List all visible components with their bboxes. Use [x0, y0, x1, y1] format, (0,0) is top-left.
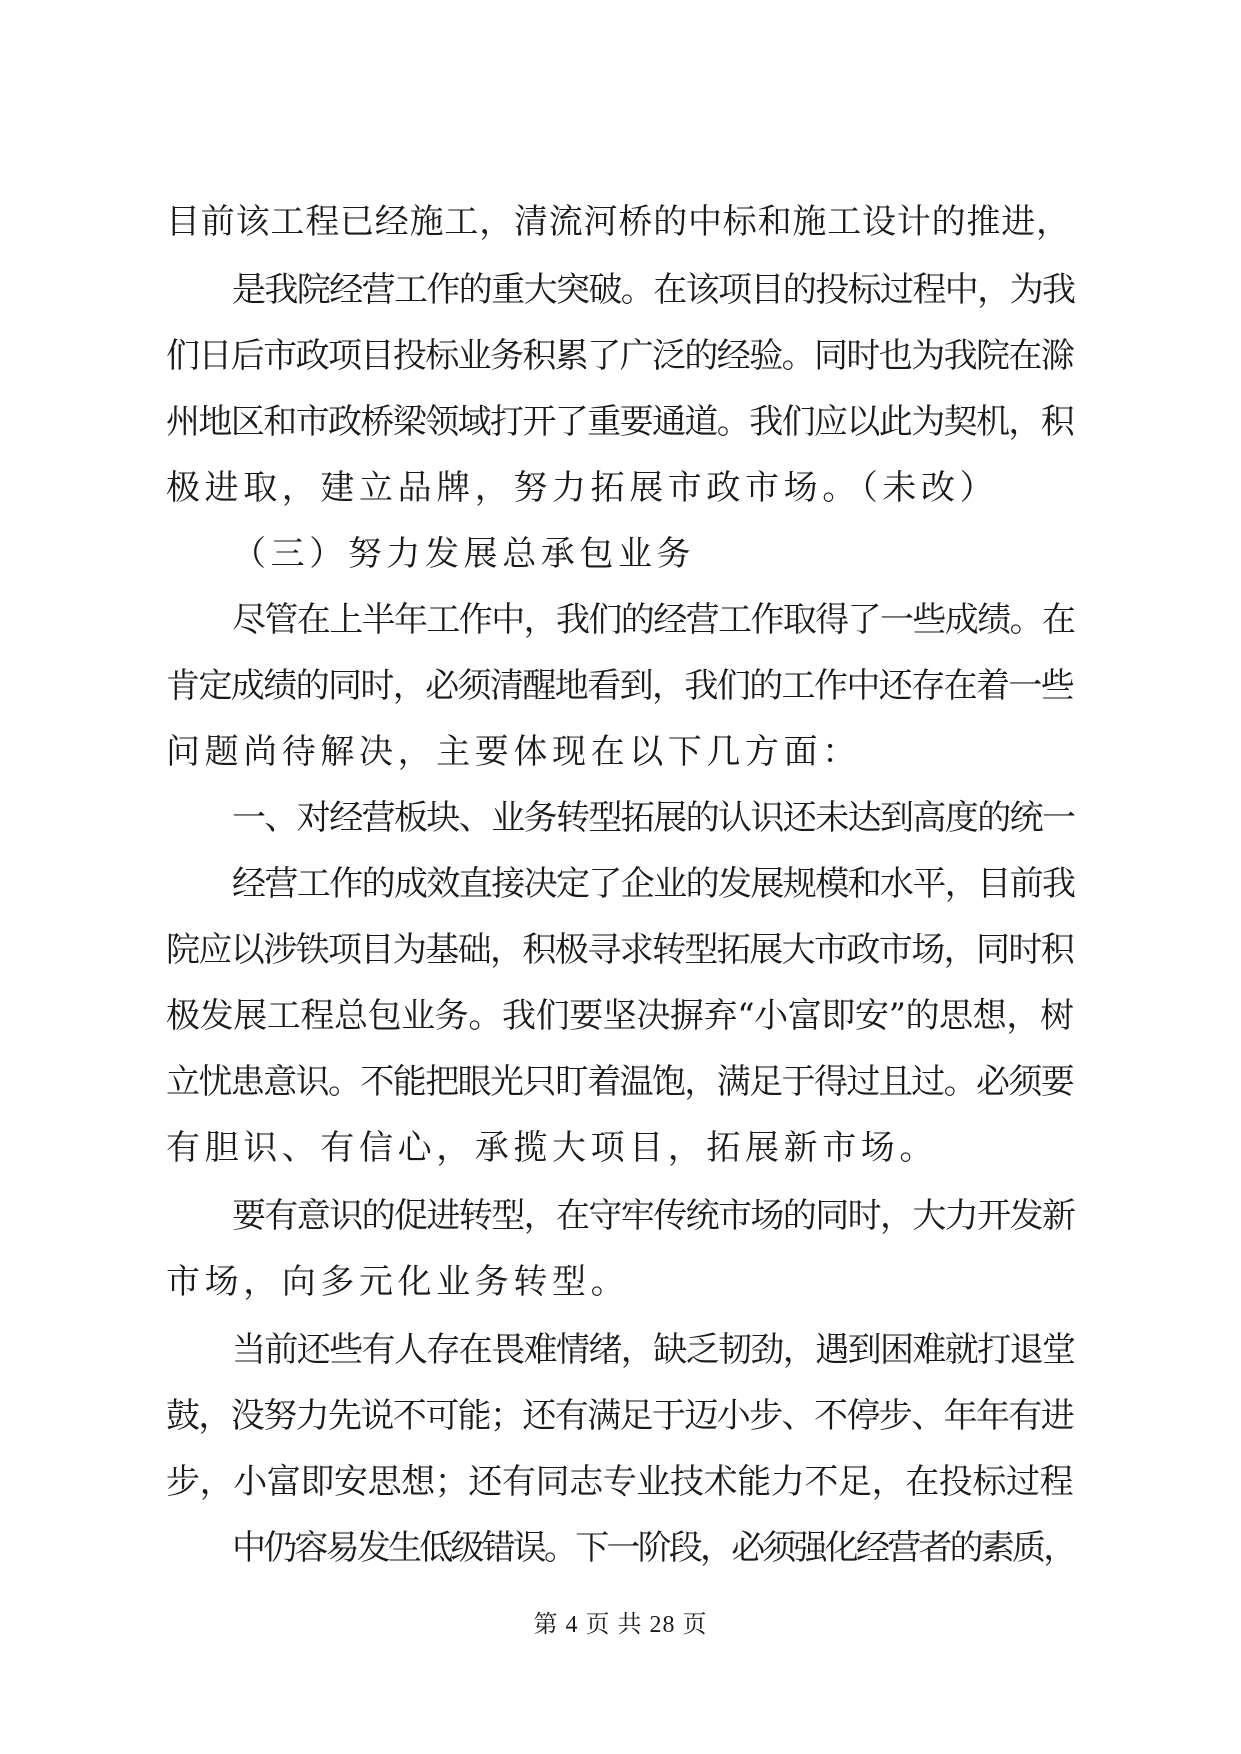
text-line: 目前该工程已经施工，清流河桥的中标和施工设计的推进，: [166, 202, 1071, 242]
text-line: 经营工作的成效直接决定了企业的发展规模和水平，目前我: [232, 864, 1075, 904]
text-line: 要有意识的促进转型，在守牢传统市场的同时，大力开发新: [232, 1196, 1075, 1236]
subsection-heading: 一、对经营板块、业务转型拓展的认识还未达到高度的统一: [232, 798, 1075, 838]
text-line: 是我院经营工作的重大突破。在该项目的投标过程中，为我: [232, 270, 1075, 310]
text-line: 尽管在上半年工作中，我们的经营工作取得了一些成绩。在: [232, 600, 1075, 640]
text-line: 步，小富即安思想；还有同志专业技术能力不足，在投标过程: [166, 1462, 1074, 1502]
text-line: 院应以涉铁项目为基础，积极寻求转型拓展大市政市场，同时积: [166, 930, 1074, 970]
text-line: 们日后市政项目投标业务积累了广泛的经验。同时也为我院在滁: [166, 336, 1074, 376]
section-heading: （三）努力发展总承包业务: [232, 534, 696, 574]
text-line: 极进取，建立品牌，努力拓展市政市场。（未改）: [166, 468, 999, 508]
text-line: 立忧患意识。不能把眼光只盯着温饱，满足于得过且过。必须要: [166, 1062, 1074, 1102]
text-line: 中仍容易发生低级错误。下一阶段，必须强化经营者的素质，: [232, 1528, 1075, 1568]
text-line: 肯定成绩的同时，必须清醒地看到，我们的工作中还存在着一些: [166, 666, 1074, 706]
text-line: 有胆识、有信心，承揽大项目，拓展新市场。: [166, 1128, 938, 1168]
page-number-footer: 第 4 页 共 28 页: [533, 1612, 708, 1638]
text-line: 极发展工程总包业务。我们要坚决摒弃“小富即安”的思想，树: [166, 996, 1074, 1036]
text-line: 州地区和市政桥梁领域打开了重要通道。我们应以此为契机，积: [166, 402, 1074, 442]
text-line: 当前还些有人存在畏难情绪，缺乏韧劲，遇到困难就打退堂: [232, 1330, 1075, 1370]
text-line: 鼓，没努力先说不可能；还有满足于迈小步、不停步、年年有进: [166, 1396, 1074, 1436]
text-line: 问题尚待解决，主要体现在以下几方面：: [166, 732, 861, 772]
text-line: 市场，向多元化业务转型。: [166, 1262, 630, 1302]
